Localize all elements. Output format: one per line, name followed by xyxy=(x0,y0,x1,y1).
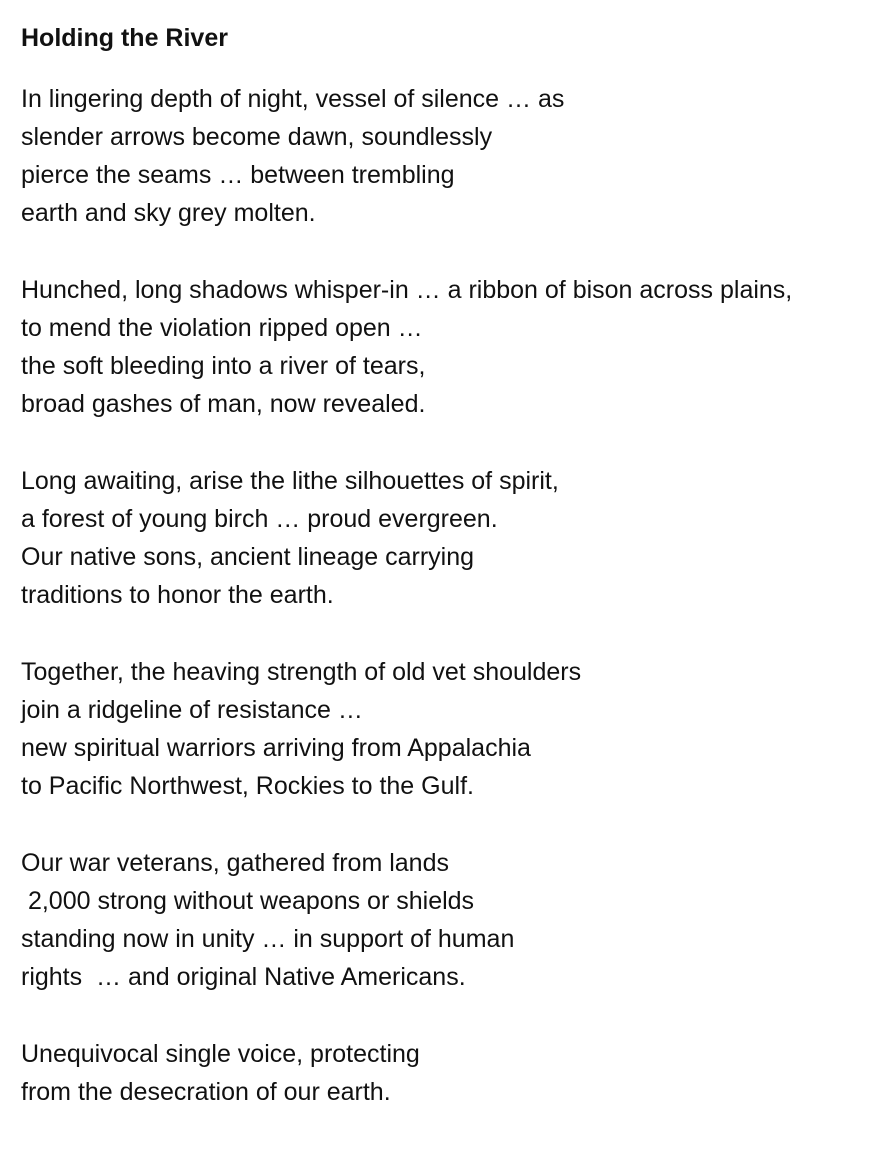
stanza-2 xyxy=(21,271,871,423)
poem-line: In lingering depth of night, vessel of silence … as xyxy=(21,85,565,113)
poem-line: new spiritual warriors arriving from Appalachia xyxy=(21,734,531,762)
poem-line: Unequivocal single voice, protecting xyxy=(21,1040,420,1068)
poem-line: Our war veterans, gathered from lands xyxy=(21,849,449,877)
poem-line: join a ridgeline of resistance … xyxy=(21,696,363,724)
poem-line: the soft bleeding into a river of tears, xyxy=(21,352,426,380)
poem-line: Together, the heaving strength of old vet shoulders xyxy=(21,658,582,686)
poem-line: to Pacific Northwest, Rockies to the Gulf. xyxy=(21,772,474,800)
poem-line: rights … and original Native Americans. xyxy=(21,963,466,991)
poem-line: to mend the violation ripped open … xyxy=(21,314,423,342)
poem-line: Long awaiting, arise the lithe silhouettes of spirit, xyxy=(21,467,559,495)
poem-line: from the desecration of our earth. xyxy=(21,1078,391,1106)
poem-line: pierce the seams … between trembling xyxy=(21,161,455,189)
poem-line: traditions to honor the earth. xyxy=(21,581,334,609)
poem-line: 2,000 strong without weapons or shields xyxy=(21,887,475,915)
stanza-5 xyxy=(21,844,871,996)
poem-line: Hunched, long shadows whisper-in … a ribbon of bison across plains, xyxy=(21,276,793,304)
stanza-1 xyxy=(21,80,871,232)
stanza-6 xyxy=(21,1035,871,1111)
poem-line: slender arrows become dawn, soundlessly xyxy=(21,123,493,151)
poem-line: Our native sons, ancient lineage carrying xyxy=(21,543,475,571)
poem-document xyxy=(21,20,871,1150)
poem-line: standing now in unity … in support of human xyxy=(21,925,515,953)
stanza-4 xyxy=(21,653,871,805)
poem-line: a forest of young birch … proud evergreen. xyxy=(21,505,498,533)
poem-line: broad gashes of man, now revealed. xyxy=(21,390,426,418)
stanza-3 xyxy=(21,462,871,614)
poem-title: Holding the River xyxy=(21,24,228,52)
poem-line: earth and sky grey molten. xyxy=(21,199,316,227)
